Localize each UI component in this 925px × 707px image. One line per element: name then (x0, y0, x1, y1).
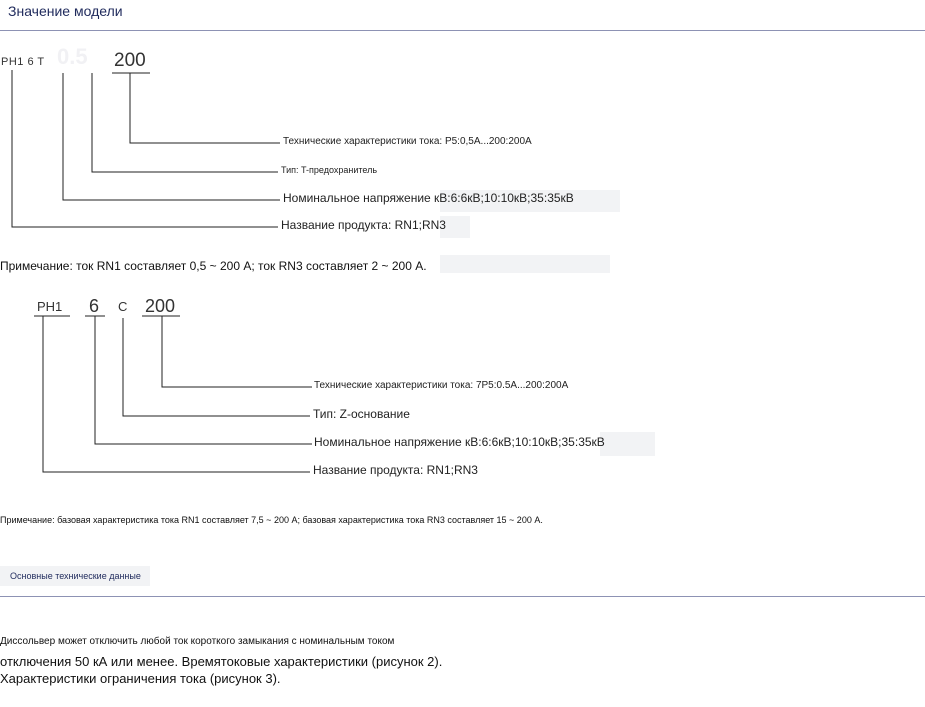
paragraph-line: Диссольвер может отключить любой ток короткого замыкания с номинальным током (0, 636, 395, 647)
diagram2-voltage-label: Номинальное напряжение кВ:6:6кВ;10:10кВ;35:35кВ (314, 435, 605, 449)
label-highlight (600, 432, 655, 456)
tech-data-divider (0, 596, 925, 597)
diagram2-type-code: C (118, 299, 128, 314)
diagram1-connectors (12, 70, 280, 227)
diagram1-voltage-label: Номинальное напряжение кВ:6:6кВ;10:10кВ;35:35кВ (283, 191, 574, 205)
diagram2-type-label: Тип: Z-основание (313, 407, 410, 421)
note-base-current: Примечание: базовая характеристика тока RN1 составляет 7,5 ~ 200 А; базовая характеристика тока RN3 составляет 15 ~ 200 А. (0, 515, 543, 525)
diagram2-current-label: Технические характеристики тока: 7P5:0.5A...200:200A (314, 380, 569, 391)
paragraph-line: Характеристики ограничения тока (рисунок 3). (0, 671, 281, 686)
diagram2-product-code: PH1 (37, 299, 63, 314)
page-title: Значение модели (8, 3, 123, 19)
diagram2-voltage-code: 6 (89, 296, 100, 316)
diagram1-product-label: Название продукта: RN1;RN3 (281, 218, 446, 232)
diagram1-overlay-watermark: 0.5 (57, 44, 88, 69)
tech-data-heading: Основные технические данные (10, 571, 141, 581)
diagram2-connectors (34, 316, 312, 472)
diagram2-product-label: Название продукта: RN1;RN3 (313, 463, 478, 477)
note-rn1-rn3-current: Примечание: ток RN1 составляет 0,5 ~ 200 А; ток RN3 составляет 2 ~ 200 А. (0, 259, 427, 273)
paragraph-line: отключения 50 кА или менее. Времятоковые характеристики (рисунок 2). (0, 654, 443, 669)
diagram2-current-code: 200 (145, 296, 176, 316)
diagram1-model-prefix: PH1 6 T (1, 56, 45, 68)
diagram1-current-code: 200 (114, 50, 146, 71)
diagram1-type-label: Тип: T-предохранитель (281, 165, 378, 175)
diagram1-current-label: Технические характеристики тока: P5:0,5A...200:200A (283, 136, 532, 147)
label-highlight (440, 255, 610, 273)
